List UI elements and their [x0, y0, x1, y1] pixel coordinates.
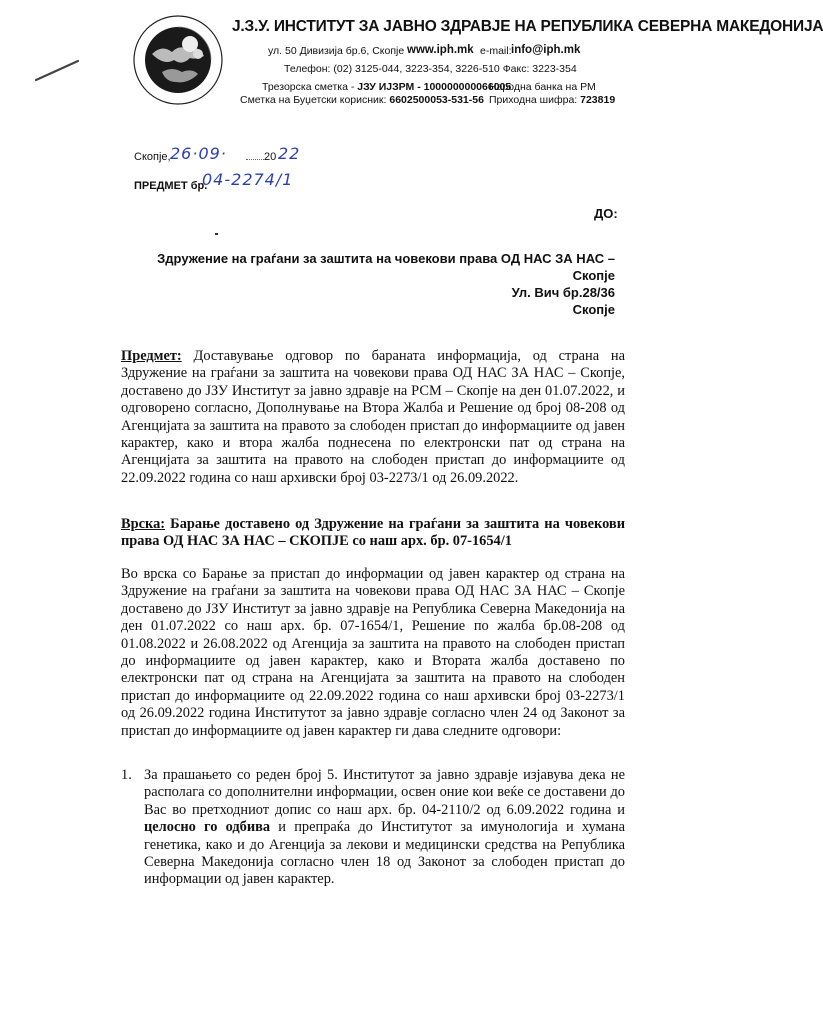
email-label: e-mail: [480, 45, 512, 57]
revenue-value: 723819 [580, 94, 616, 106]
email-link[interactable]: info@iph.mk [511, 44, 581, 56]
reference-paragraph [121, 516, 625, 551]
revenue-code [489, 94, 615, 106]
reference-label: Врска: [121, 516, 166, 532]
list-item-part-2: и препраќа до Институтот за имунологија и хумана генетика, како и до Агенција за лекови и медицински средства на Република Северна Македонија согласно член 18 од Законот за слободен пристап до информации од јавен карактер. [144, 819, 625, 888]
recipient-line-1: Здружение на граѓани за заштита на човекови права ОД НАС ЗА НАС – [157, 251, 615, 266]
list-item [121, 767, 625, 889]
institute-logo-icon [132, 14, 224, 106]
subject-paragraph [121, 348, 625, 487]
date-dotted-line [246, 159, 266, 160]
treasury-value: ЈЗУ ИЈЗРМ - 100000000066005 [357, 81, 512, 93]
handwritten-year: 22 [278, 144, 301, 163]
to-label: ДО: [594, 206, 618, 221]
bank-name: Народна банка на РМ [489, 81, 596, 93]
institute-name: Ј.З.У. ИНСТИТУТ ЗА ЈАВНО ЗДРАВЈЕ НА РЕПУБЛИКА СЕВЕРНА МАКЕДОНИЈА [232, 18, 823, 35]
subject-text: Доставување одговор по бараната информација, од страна на Здружение на граѓани за заштита на човекови права ОД НАС ЗА НАС – Скопје, доставено до ЈЗУ Институт за јавно здравје на РСМ – Скопје на ден 01.07.2022, и одговорено согласно, Дополнување на Втора Жалба и Решение од број 08-208 од Агенцијата за заштита на правото за слободен пристап до информациите од јавен карактер, како и втора жалба поднесена по електронски пат од страна на Агенцијата за заштита на правото на слободен пристап до информациите од 22.09.2022 година со наш архивски број 03-2273/1 од 26.09.2022. [121, 348, 625, 486]
stray-dot [215, 233, 218, 235]
recipient-street: Ул. Вич бр.28/36 [511, 285, 615, 300]
handwritten-date: 26·09· [170, 144, 227, 163]
year-prefix: 20 [264, 151, 277, 163]
handwritten-subject-number: 04-2274/1 [202, 170, 294, 189]
budget-account [240, 94, 484, 106]
subject-number-label: ПРЕДМЕТ бр. [134, 180, 208, 192]
website-link[interactable]: www.iph.mk [407, 44, 474, 56]
list-item-number: 1. [121, 767, 132, 783]
institute-address: ул. 50 Дивизија бр.6, Скопје [268, 45, 405, 57]
treasury-label: Трезорска сметка - [262, 81, 358, 93]
revenue-label: Приходна шифра: [489, 94, 581, 106]
body-paragraph: Во врска со Барање за пристап до информации од јавен карактер од страна на Здружение на граѓани за заштита на човекови права ОД НАС ЗА НАС – Скопје доставено до ЈЗУ Институт за јавно здравје на Република Северна Македонија на ден 01.07.2022 со наш арх. бр. 07-1654/1, Решение по жалба бр.08-208 од 01.08.2022 и 26.08.2022 од Агенција за заштита на правото на слободен пристап до информациите од јавен карактер, како и Втората жалба доставено по електронски пат од страна на Агенцијата за заштита на правото на слободен пристап до информациите од 22.09.2022 година со наш архивски број 03-2273/1 од 26.09.2022 година Институтот за јавно здравје согласно член 24 од Законот за пристап до информациите од јавен карактер ги дава следните одговори: [121, 566, 625, 739]
budget-label: Сметка на Буџетски корисник: [240, 94, 390, 106]
list-item-part-1: За прашањето со реден број 5. Институтот за јавно здравје изјавува дека не располага со дополнителни информации, освен оние кои веќе се доставени до Вас во претходниот допис со наш арх. бр. 04-2110/2 од 6.09.2022 година и [144, 767, 625, 818]
pen-stroke-mark [34, 58, 80, 84]
reference-text: Барање доставено од Здружение на граѓани за заштита на човекови права ОД НАС ЗА НАС – СКОПЈЕ со наш арх. бр. 07-1654/1 [121, 516, 625, 550]
list-item-bold: целосно го одбива [144, 819, 271, 836]
budget-value: 6602500053-531-56 [389, 94, 484, 106]
subject-label: Предмет: [121, 348, 182, 364]
recipient-line-2: Скопје [572, 268, 615, 283]
list-item-text [144, 767, 625, 889]
phone-fax: Телефон: (02) 3125-044, 3223-354, 3226-510 Факс: 3223-354 [284, 63, 577, 75]
city-label: Скопје, [134, 151, 171, 163]
treasury-account [262, 81, 511, 93]
recipient-city: Скопје [572, 302, 615, 317]
